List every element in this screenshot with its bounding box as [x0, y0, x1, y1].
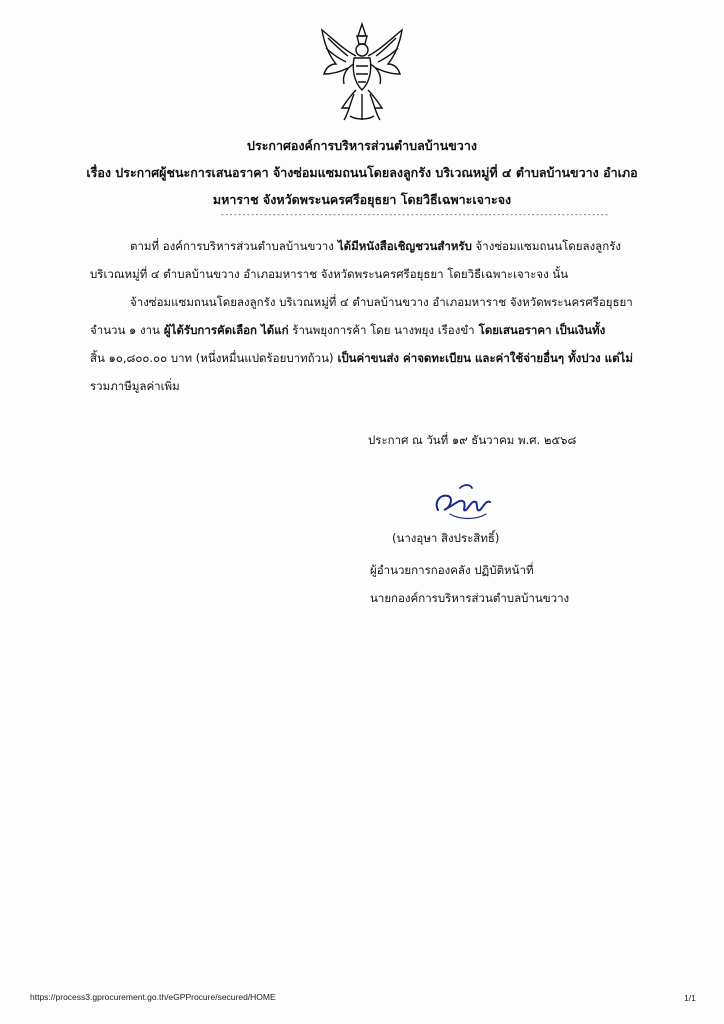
- document-subject-line1: เรื่อง ประกาศผู้ชนะการเสนอราคา จ้างซ่อมแซมถนนโดยลงลูกรัง บริเวณหมู่ที่ ๔ ตำบลบ้านขวาง อำเภอ: [86, 165, 638, 180]
- paragraph2-offer-label: โดยเสนอราคา เป็นเงินทั้ง: [474, 323, 606, 337]
- handwritten-signature-icon: [420, 480, 540, 524]
- paragraph2-line2: [90, 322, 605, 338]
- garuda-emblem-icon: [314, 20, 410, 124]
- paragraph2-line4: รวมภาษีมูลค่าเพิ่ม: [90, 379, 180, 393]
- paragraph1-text-suffix: จ้างซ่อมแซมถนนโดยลงลูกรัง: [471, 239, 621, 253]
- page-number: 1/1: [684, 993, 696, 1003]
- announcement-date-line: [368, 432, 576, 448]
- divider: ------------------------------------------------------------------------------------------: [220, 210, 609, 219]
- paragraph1-text: ตามที่ องค์การบริหารส่วนตำบลบ้านขวาง: [130, 239, 334, 253]
- footer-url: https://process3.gprocurement.go.th/eGPProcure/secured/HOME: [30, 992, 276, 1002]
- paragraph1-bold-text: ได้มีหนังสือเชิญชวนสำหรับ: [333, 239, 472, 253]
- paragraph1-line2: บริเวณหมู่ที่ ๔ ตำบลบ้านขวาง อำเภอมหาราช จังหวัดพระนครศรีอยุธยา โดยวิธีเฉพาะเจาะจง นั้น: [90, 267, 569, 281]
- signatory-position2: นายกองค์การบริหารส่วนตำบลบ้านขวาง: [370, 591, 570, 605]
- paragraph2-amount: สิ้น ๑๐,๘๐๐.๐๐ บาท (หนึ่งหมื่นแปดร้อยบาทถ้วน): [90, 351, 334, 365]
- paragraph2-quantity: จำนวน ๑ งาน: [90, 323, 160, 337]
- announcement-label: ประกาศ ณ วันที่: [368, 433, 449, 447]
- paragraph2-inclusions: เป็นค่าขนส่ง ค่าจดทะเบียน และค่าใช้จ่ายอื่นๆ ทั้งปวง แต่ไม่: [333, 351, 633, 365]
- paragraph1-line1: [130, 238, 621, 254]
- paragraph2-selected-label: ผู้ได้รับการคัดเลือก ได้แก่: [159, 323, 289, 337]
- paragraph2-line3: [90, 350, 633, 366]
- document-subject-line2: มหาราช จังหวัดพระนครศรีอยุธยา โดยวิธีเฉพาะเจาะจง: [212, 192, 512, 207]
- announcement-date: ๑๙ ธันวาคม พ.ศ. ๒๕๖๘: [448, 433, 577, 447]
- signatory-name: (นางอุษา สิงประสิทธิ์): [392, 531, 500, 545]
- paragraph2-line1: จ้างซ่อมแซมถนนโดยลงลูกรัง บริเวณหมู่ที่ ๔ ตำบลบ้านขวาง อำเภอมหาราช จังหวัดพระนครศรีอยุธยา: [130, 295, 633, 309]
- signatory-position1: ผู้อำนวยการกองคลัง ปฏิบัติหน้าที่: [370, 563, 534, 577]
- paragraph2-vendor: ร้านพยุงการค้า โดย นางพยุง เรืองขำ: [288, 323, 475, 337]
- document-title: ประกาศองค์การบริหารส่วนตำบลบ้านขวาง: [247, 138, 477, 153]
